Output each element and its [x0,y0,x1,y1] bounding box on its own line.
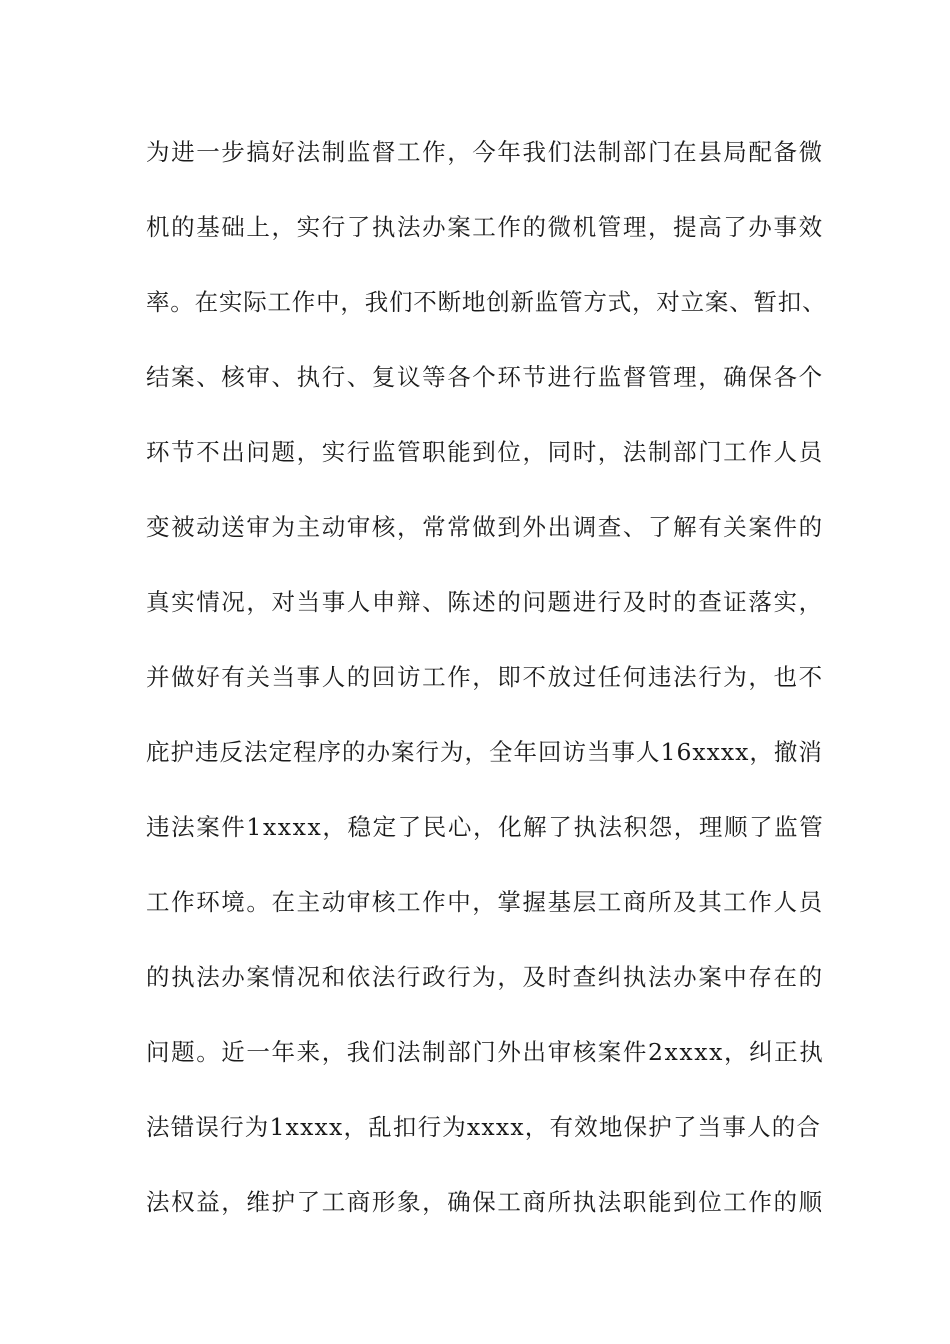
text-line: 结案、核审、执行、复议等各个环节进行监督管理，确保各个 [146,363,824,391]
text-line: 率。在实际工作中，我们不断地创新监管方式，对立案、暂扣、 [146,288,827,316]
text-line: 庇护违反法定程序的办案行为，全年回访当事人16xxxx，撤消 [146,738,823,766]
text-line: 变被动送审为主动审核，常常做到外出调查、了解有关案件的 [146,513,824,541]
text-line: 工作环境。在主动审核工作中，掌握基层工商所及其工作人员 [146,888,824,916]
text-line: 法错误行为1xxxx，乱扣行为xxxx，有效地保护了当事人的合 [146,1113,822,1141]
text-line: 法权益，维护了工商形象，确保工商所执法职能到位工作的顺 [146,1188,824,1216]
text-line: 违法案件1xxxx，稳定了民心，化解了执法积怨，理顺了监管 [146,813,825,841]
text-line: 问题。近一年来，我们法制部门外出审核案件2xxxx，纠正执 [146,1038,825,1066]
text-line: 的执法办案情况和依法行政行为，及时查纠执法办案中存在的 [146,963,824,991]
body-text [146,130,826,1255]
text-line: 机的基础上，实行了执法办案工作的微机管理，提高了办事效 [146,213,824,241]
text-line: 环节不出问题，实行监管职能到位，同时，法制部门工作人员 [146,438,824,466]
text-line: 为进一步搞好法制监督工作，今年我们法制部门在县局配备微 [146,138,824,166]
text-line: 并做好有关当事人的回访工作，即不放过任何违法行为，也不 [146,663,824,691]
text-line: 真实情况，对当事人申辩、陈述的问题进行及时的查证落实， [146,588,824,616]
